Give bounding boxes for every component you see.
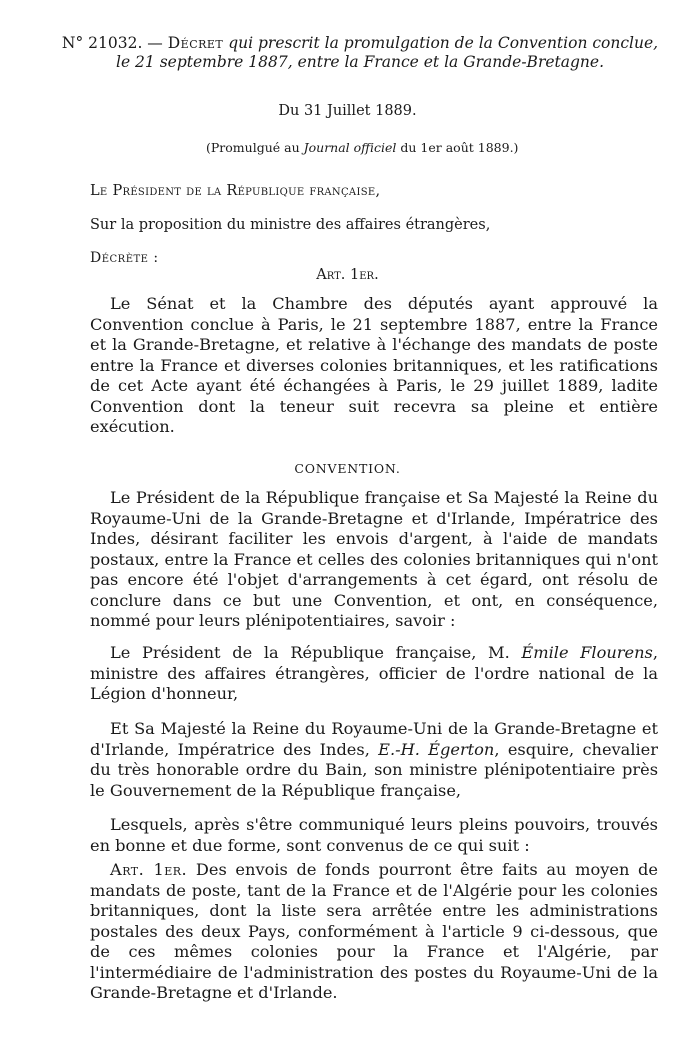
convention-title: CONVENTION. [294,461,401,476]
promulgation-close: du 1er août 1889.) [400,140,519,155]
plenipotentiary-fr-title: , ministre des affaires étrangères, officier de l'ordre national de la Légion d'honneur, [90,643,658,703]
plenipotentiary-uk [90,719,658,801]
decree-number: N° 21032. — [61,34,163,52]
convention-preamble: Le Président de la République française et Sa Majesté la Reine du Royaume-Uni de la Grande-Bretagne et d'Irlande, Impératrice des Indes, désirant faciliter les envois d'argent, à l'aide de mandats postaux, entre la France et celles des colonies britanniques qui n'ont pas encore été l'objet d'arrangements à cet égard, ont résolu de conclure dans ce but une Convention, et ont, en conséquence, nommé pour leurs plénipotentiaires, savoir : [90,488,658,630]
article-text: Le Sénat et la Chambre des députés ayant approuvé la Convention conclue à Paris, le 21 septembre 1887, entre la France et la Grande-Bretagne, et relative à l'échange des mandats de poste entre la France et diverses colonies britanniques, et les ratifications de cet Acte ayant été échangées à Paris, le 29 juillet 1889, ladite Convention dont la teneur suit recevra sa pleine et entière exécution. [90,294,658,436]
plenipotentiary-uk-title: , esquire, chevalier du très honorable ordre du Bain, son ministre plénipotentiaire près le Gouvernement de la République française, [90,739,658,800]
decrete-line: Décrète : [90,250,159,266]
article-heading: Art. 1er. [316,267,379,283]
president-line: Le Président de la République française, [90,183,381,199]
convention-article-text: Des envois de fonds pourront être faits au moyen de mandats de poste, tant de la France et de l'Algérie pour les colonies britanniques, dont la liste sera arrêtée entre les administrations postales des deux Pays, conformément à l'article 9 ci-dessous, que de ces mêmes colonies pour la France et l'Algérie, par l'intermédiaire de l'administration des postes du Royaume-Uni de la Grande-Bretagne et d'Irlande. [90,860,658,1002]
proposal-line: Sur la proposition du ministre des affaires étrangères, [90,217,491,233]
decree-heading [60,34,660,72]
convention-article-label: Art. 1er. [110,860,188,879]
convention-article-1 [90,860,658,1004]
decree-date: Du 31 Juillet 1889. [278,103,417,119]
agreement-line: Lesquels, après s'être communiqué leurs pleins pouvoirs, trouvés en bonne et due forme, sont convenus de ce qui suit : [90,815,658,855]
plenipotentiary-uk-intro: Et Sa Majesté la Reine du Royaume-Uni de la Grande-Bretagne et d'Irlande, Impératrice des Indes, [90,719,658,759]
promulgation-open: (Promulgué au [206,140,300,155]
plenipotentiary-fr-intro: Le Président de la République française, M. [110,643,510,662]
plenipotentiary-uk-name: E.-H. Égerton [378,739,495,759]
promulgation-note [206,140,518,155]
plenipotentiary-fr-name: Émile Flourens [521,643,653,662]
decree-title-line2: le 21 septembre 1887, entre la France et la Grande-Bretagne. [115,53,605,71]
decree-keyword: Décret [167,34,224,52]
decree-title-line1: qui prescrit la promulgation de la Convention conclue, [228,34,659,52]
plenipotentiary-france [90,643,658,705]
journal-officiel: Journal officiel [303,140,397,155]
